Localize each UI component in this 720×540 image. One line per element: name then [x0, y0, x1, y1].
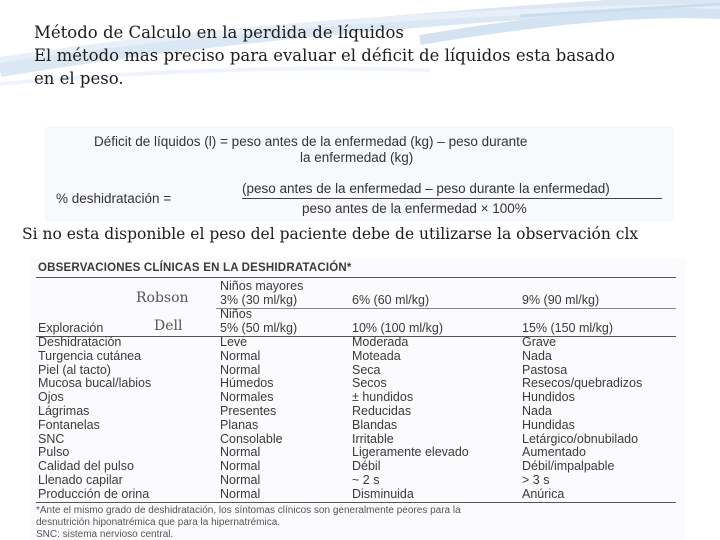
cell-mild: Consolable	[220, 431, 283, 446]
header-older-moderate: 6% (60 ml/kg)	[352, 293, 430, 307]
cell-exploration: Calidad del pulso	[38, 459, 134, 474]
cell-exploration: Piel (al tacto)	[38, 362, 111, 377]
cell-moderate: ~ 2 s	[352, 473, 380, 487]
cell-exploration: Producción de orina	[38, 486, 150, 501]
author-dell: Dell	[154, 318, 183, 334]
cell-exploration: Mucosa bucal/labios	[38, 376, 152, 391]
cell-exploration: Lágrimas	[38, 404, 90, 418]
table-title: OBSERVACIONES CLÍNICAS EN LA DESHIDRATACIÓN*	[38, 262, 352, 274]
cell-mild: Normales	[220, 390, 274, 405]
cell-mild: Normal	[220, 473, 261, 487]
cell-moderate: Ligeramente elevado	[352, 445, 469, 460]
cell-mild: Normal	[220, 362, 261, 377]
cell-severe: Débil/impalpable	[522, 459, 615, 474]
header-exploration: Exploración	[38, 321, 104, 335]
formula-numerator: (peso antes de la enfermedad – peso durante la enfermedad)	[242, 181, 610, 196]
cell-moderate: Secos	[352, 376, 387, 391]
cell-moderate: Débil	[352, 459, 381, 474]
slide-title	[34, 21, 704, 90]
cell-severe: Anúrica	[522, 486, 565, 501]
clinical-observations-table	[30, 258, 685, 540]
cell-moderate: Moteada	[352, 348, 401, 363]
footnote-1: *Ante el mismo grado de deshidratación, los síntomas clínicos son generalmente peores para la	[36, 505, 461, 516]
cell-exploration: Fontanelas	[38, 417, 100, 432]
header-older-children: Niños mayores	[220, 279, 304, 293]
cell-mild: Planas	[220, 417, 259, 432]
title-line-1: Método de Calculo en la perdida de líquidos	[34, 23, 404, 42]
cell-exploration: Llenado capilar	[38, 473, 123, 487]
cell-moderate: ± hundidos	[352, 390, 414, 405]
cell-mild: Húmedos	[220, 376, 274, 391]
formula-deficit-line1: Déficit de líquidos (l) = peso antes de la enfermedad (kg) – peso durante	[94, 134, 528, 149]
footnote-2: desnutrición hiponatrémica que para la hipernatrémica.	[36, 517, 281, 528]
cell-exploration: Turgencia cutánea	[38, 348, 142, 363]
cell-moderate: Irritable	[352, 431, 394, 446]
cell-exploration: Pulso	[38, 445, 70, 460]
cell-moderate: Reducidas	[352, 404, 412, 418]
header-children-mild: 5% (50 ml/kg)	[220, 321, 298, 335]
cell-moderate: Seca	[352, 362, 381, 377]
formula-dehydration-label: % deshidratación =	[56, 191, 172, 206]
footnote-3: SNC: sistema nervioso central.	[36, 529, 174, 540]
header-children-severe: 15% (150 ml/kg)	[522, 321, 614, 335]
cell-exploration: SNC	[38, 431, 65, 446]
cell-mild: Normal	[220, 459, 261, 474]
formula-image	[46, 128, 672, 220]
header-children-moderate: 10% (100 ml/kg)	[352, 321, 444, 335]
cell-severe: Letárgico/obnubilado	[522, 431, 639, 446]
author-robson: Robson	[136, 290, 189, 306]
cell-severe: Hundidas	[522, 417, 575, 432]
cell-mild: Normal	[220, 348, 261, 363]
cell-moderate: Moderada	[352, 335, 409, 349]
title-line-3: en el peso.	[34, 69, 124, 88]
cell-severe: Grave	[522, 335, 557, 349]
cell-moderate: Blandas	[352, 417, 398, 432]
header-divider	[216, 308, 676, 309]
header-children: Niños	[220, 307, 252, 321]
cell-exploration: Ojos	[38, 390, 64, 405]
cell-severe: > 3 s	[522, 473, 550, 487]
cell-severe: Pastosa	[522, 362, 568, 377]
cell-moderate: Disminuida	[352, 486, 414, 501]
cell-severe: Aumentado	[522, 445, 586, 460]
cell-mild: Leve	[220, 335, 248, 349]
title-line-2: El método mas preciso para evaluar el déficit de líquidos esta basado	[34, 46, 615, 65]
formula-deficit-line2: la enfermedad (kg)	[300, 150, 414, 165]
cell-severe: Hundidos	[522, 390, 575, 405]
cell-mild: Presentes	[220, 404, 277, 418]
clinical-observation-note: Si no esta disponible el peso del paciente debe de utilizarse la observación clx	[22, 225, 639, 243]
table-top-rule	[36, 277, 676, 278]
header-older-severe: 9% (90 ml/kg)	[522, 293, 600, 307]
cell-exploration: Deshidratación	[38, 335, 122, 349]
cell-severe: Nada	[522, 348, 552, 363]
fraction-line	[242, 198, 662, 199]
cell-severe: Nada	[522, 404, 552, 418]
cell-severe: Resecos/quebradizos	[522, 376, 643, 391]
formula-denominator: peso antes de la enfermedad × 100%	[302, 201, 527, 216]
header-older-mild: 3% (30 ml/kg)	[220, 293, 298, 307]
cell-mild: Normal	[220, 486, 261, 501]
cell-mild: Normal	[220, 445, 261, 460]
table-bottom-rule	[36, 502, 676, 503]
